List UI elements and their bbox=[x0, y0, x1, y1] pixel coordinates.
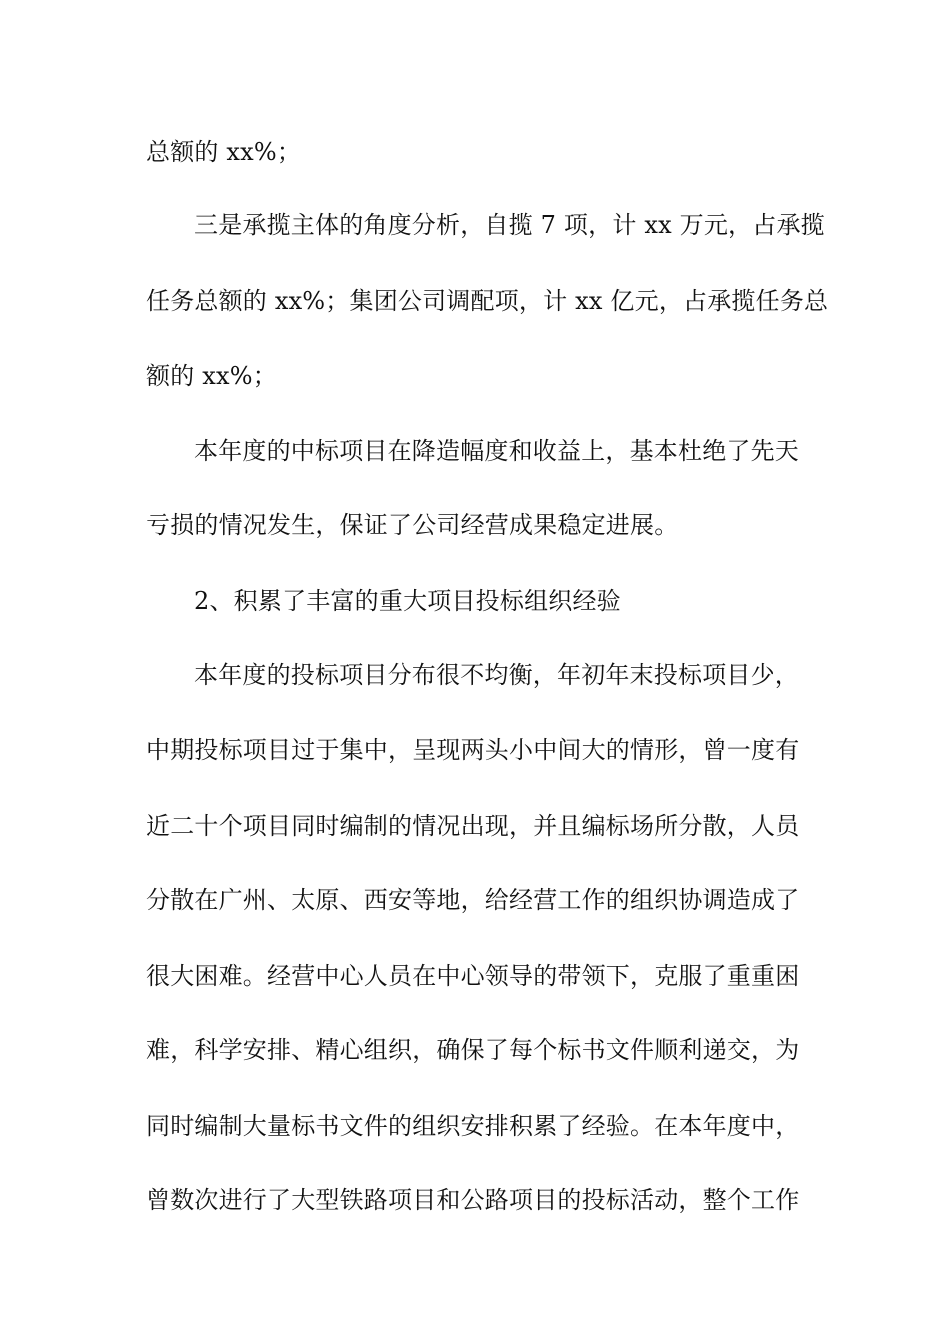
text-line: 额的 xx%； bbox=[146, 362, 277, 390]
text-line: 很大困难。经营中心人员在中心领导的带领下，克服了重重困 bbox=[146, 962, 800, 990]
text-line: 同时编制大量标书文件的组织安排积累了经验。在本年度中， bbox=[146, 1112, 800, 1140]
text-line: 总额的 xx%； bbox=[146, 138, 302, 166]
text-line: 任务总额的 xx%；集团公司调配项，计 xx 亿元，占承揽任务总 bbox=[146, 287, 829, 315]
text-line: 亏损的情况发生，保证了公司经营成果稳定进展。 bbox=[146, 511, 679, 539]
text-line: 中期投标项目过于集中，呈现两头小中间大的情形，曾一度有 bbox=[146, 736, 800, 764]
text-line: 近二十个项目同时编制的情况出现，并且编标场所分散，人员 bbox=[146, 812, 800, 840]
text-line: 曾数次进行了大型铁路项目和公路项目的投标活动，整个工作 bbox=[146, 1186, 800, 1214]
paragraph-line: 本年度的中标项目在降造幅度和收益上，基本杜绝了先天 bbox=[194, 437, 799, 465]
text-line: 难，科学安排、精心组织，确保了每个标书文件顺利递交，为 bbox=[146, 1036, 800, 1064]
section-heading: 2、积累了丰富的重大项目投标组织经验 bbox=[194, 587, 621, 615]
paragraph-line: 三是承揽主体的角度分析，自揽 7 项，计 xx 万元，占承揽 bbox=[194, 211, 825, 239]
text-line: 分散在广州、太原、西安等地，给经营工作的组织协调造成了 bbox=[146, 886, 800, 914]
paragraph-line: 本年度的投标项目分布很不均衡，年初年末投标项目少， bbox=[194, 661, 799, 689]
